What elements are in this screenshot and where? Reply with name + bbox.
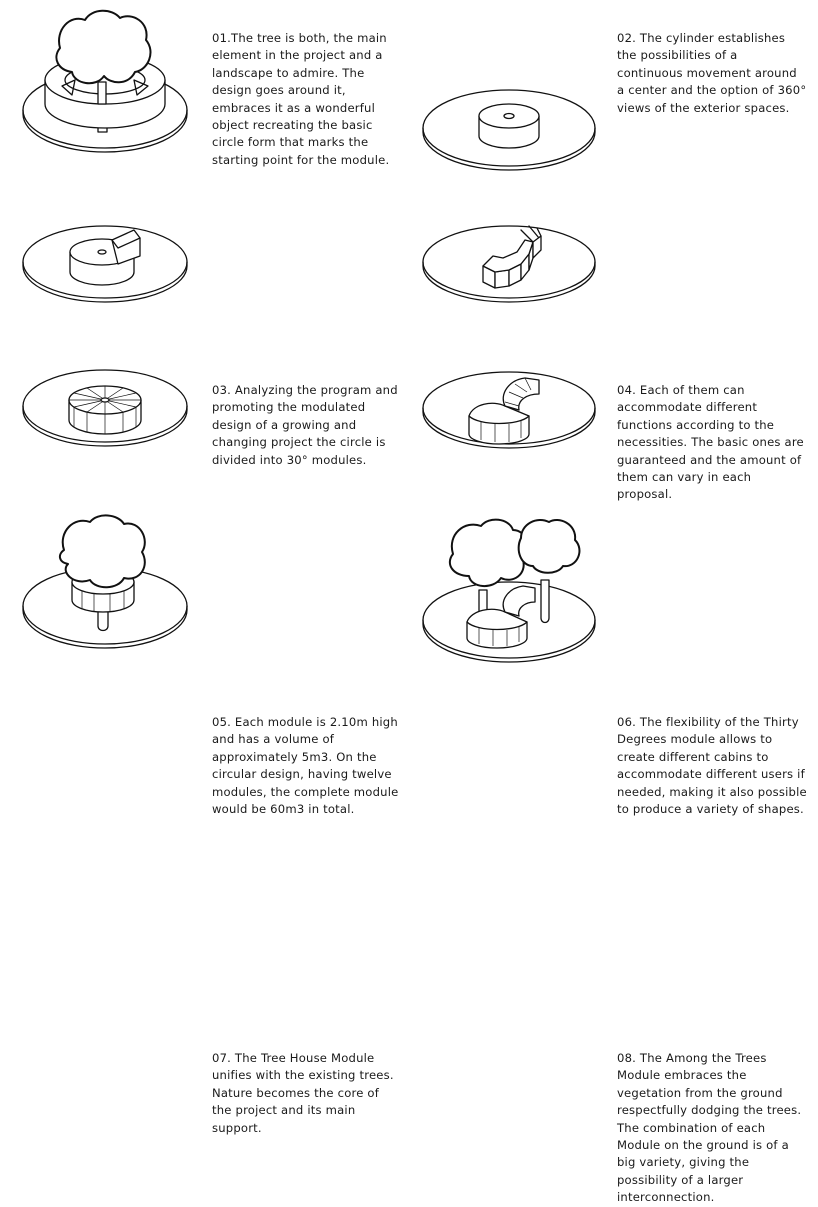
step-caption: 03. Analyzing the program and promoting the modulated design of a growing and changing project the circle is divided into 30° modules. xyxy=(212,383,398,467)
diagram-s-shape xyxy=(409,340,619,510)
step-caption: 06. The flexibility of the Thirty Degrees module allows to create different cabins to accommodate different users if needed, making it also possible to produce a variety of shapes. xyxy=(617,715,807,817)
step-06 xyxy=(409,340,818,817)
step-02 xyxy=(409,0,818,170)
step-caption: 07. The Tree House Module unifies with the existing trees. Nature becomes the core of the project and its main support. xyxy=(212,1051,394,1135)
step-04 xyxy=(409,170,818,502)
diagram-tree-house xyxy=(0,510,210,680)
step-caption: 02. The cylinder establishes the possibilities of a continuous movement around a center and the option of 360° views of the exterior spaces. xyxy=(617,31,807,115)
step-caption: 01.The tree is both, the main element in the project and a landscape to admire. The design goes around it, embraces it as a wonderful object recreating the basic circle form that marks the starting point for the module. xyxy=(212,31,390,167)
step-05 xyxy=(0,340,409,817)
step-caption: 04. Each of them can accommodate different functions according to the necessities. The basic ones are guaranteed and the amount of them can vary in each proposal. xyxy=(617,383,804,502)
diagram-modules-arc xyxy=(409,170,619,340)
diagram-twelve-modules xyxy=(0,340,210,510)
diagram-tree-ring xyxy=(0,0,210,170)
step-caption: 08. The Among the Trees Module embraces the vegetation from the ground respectfully dodging the trees. The combination of each Module on the ground is of a big variety, giving the possibility of a larger interconnection. xyxy=(617,1051,802,1205)
step-01 xyxy=(0,0,409,170)
step-03 xyxy=(0,170,409,467)
diagram-cylinder xyxy=(409,10,619,180)
step-caption: 05. Each module is 2.10m high and has a volume of approximately 5m3. On the circular design, having twelve modules, the complete module would be 60m3 in total. xyxy=(212,715,399,817)
diagram-among-trees xyxy=(409,510,619,680)
diagram-cylinder-cut xyxy=(0,170,210,340)
